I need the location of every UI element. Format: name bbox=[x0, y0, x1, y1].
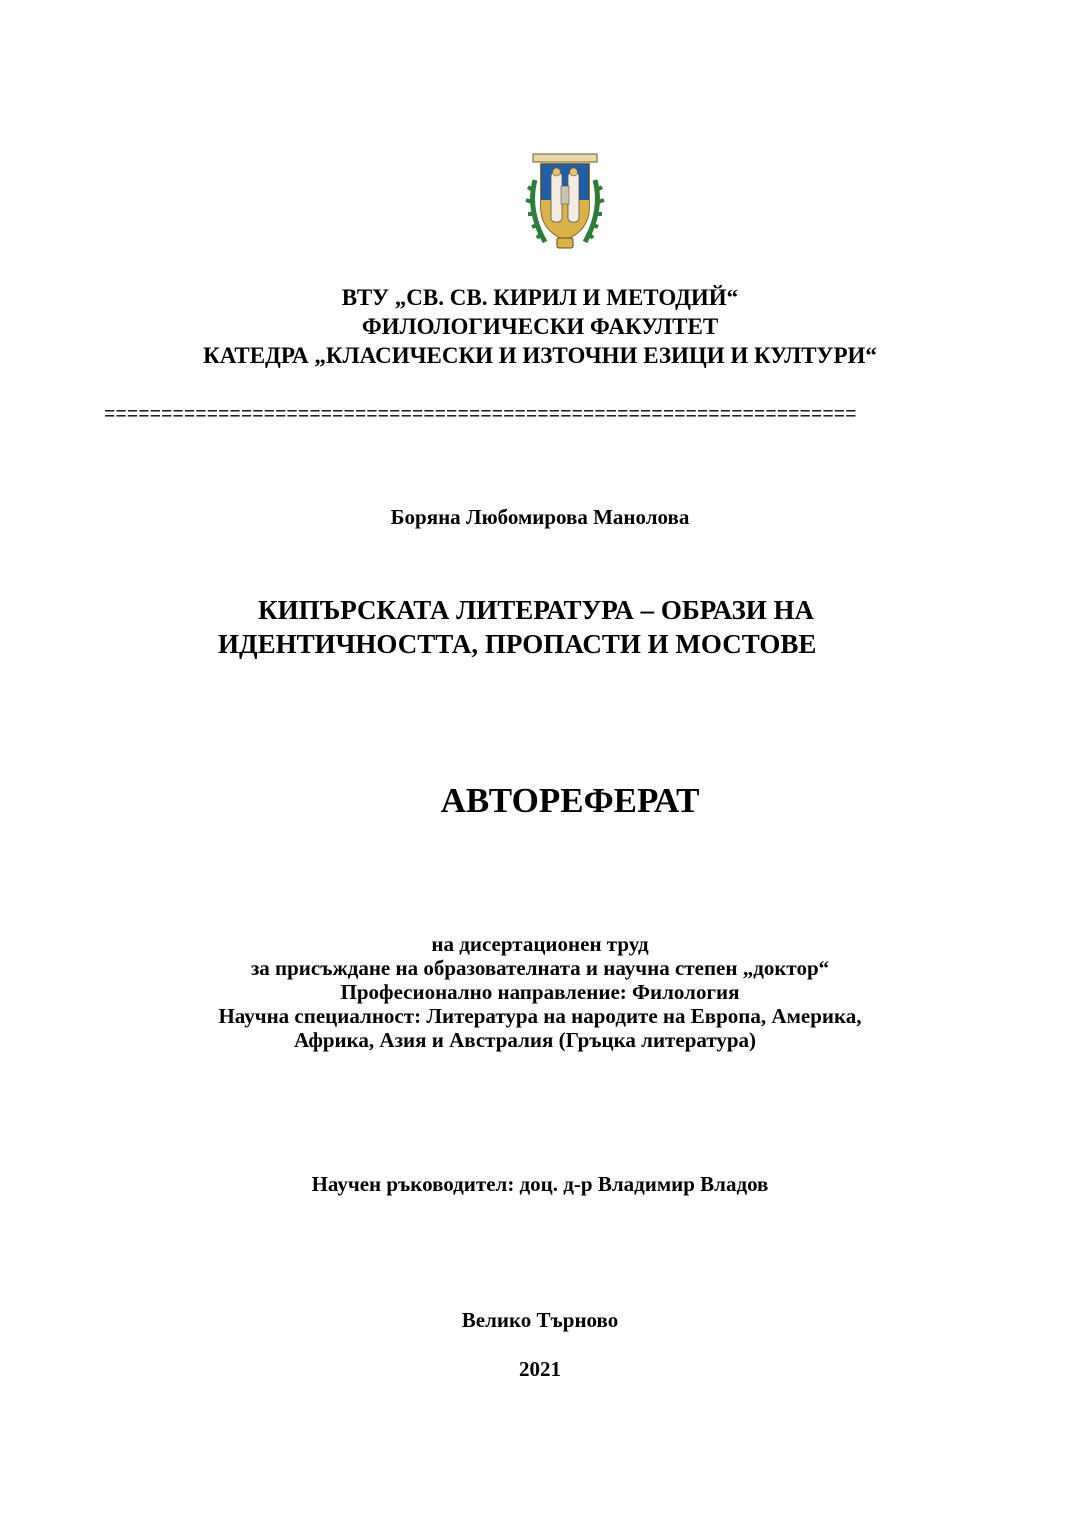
description-line-5: Африка, Азия и Австралия (Гръцка литература) bbox=[293, 1028, 757, 1052]
scientific-advisor: Научен ръководител: доц. д-р Владимир Владов bbox=[311, 1172, 769, 1196]
title-line-2: ИДЕНТИЧНОСТТА, ПРОПАСТИ И МОСТОВЕ bbox=[218, 629, 817, 659]
separator-line: ================================================================== bbox=[104, 404, 857, 426]
university-name: ВТУ „СВ. СВ. КИРИЛ И МЕТОДИЙ“ bbox=[341, 285, 739, 310]
city: Велико Търново bbox=[461, 1308, 619, 1332]
department-name: КАТЕДРА „КЛАСИЧЕСКИ И ИЗТОЧНИ ЕЗИЦИ И КУЛТУРИ“ bbox=[203, 343, 877, 368]
university-crest-logo bbox=[525, 150, 605, 254]
description-line-4: Научна специалност: Литература на народите на Европа, Америка, bbox=[218, 1004, 862, 1028]
description-line-2: за присъждане на образователната и научна степен „доктор“ bbox=[250, 956, 830, 980]
dissertation-description bbox=[0, 932, 1080, 1052]
year: 2021 bbox=[519, 1357, 561, 1381]
document-type: АВТОРЕФЕРАТ bbox=[440, 781, 700, 820]
faculty-name: ФИЛОЛОГИЧЕСКИ ФАКУЛТЕТ bbox=[361, 314, 719, 339]
author-name: Боряна Любомирова Манолова bbox=[390, 505, 690, 529]
description-line-1: на дисертационен труд bbox=[431, 932, 649, 956]
crest-ribbon bbox=[533, 154, 597, 162]
institution-block bbox=[0, 283, 1080, 370]
title-line-1: КИПЪРСКАТА ЛИТЕРАТУРА – ОБРАЗИ НА bbox=[258, 595, 815, 625]
description-line-3: Професионално направление: Филология bbox=[340, 980, 740, 1004]
